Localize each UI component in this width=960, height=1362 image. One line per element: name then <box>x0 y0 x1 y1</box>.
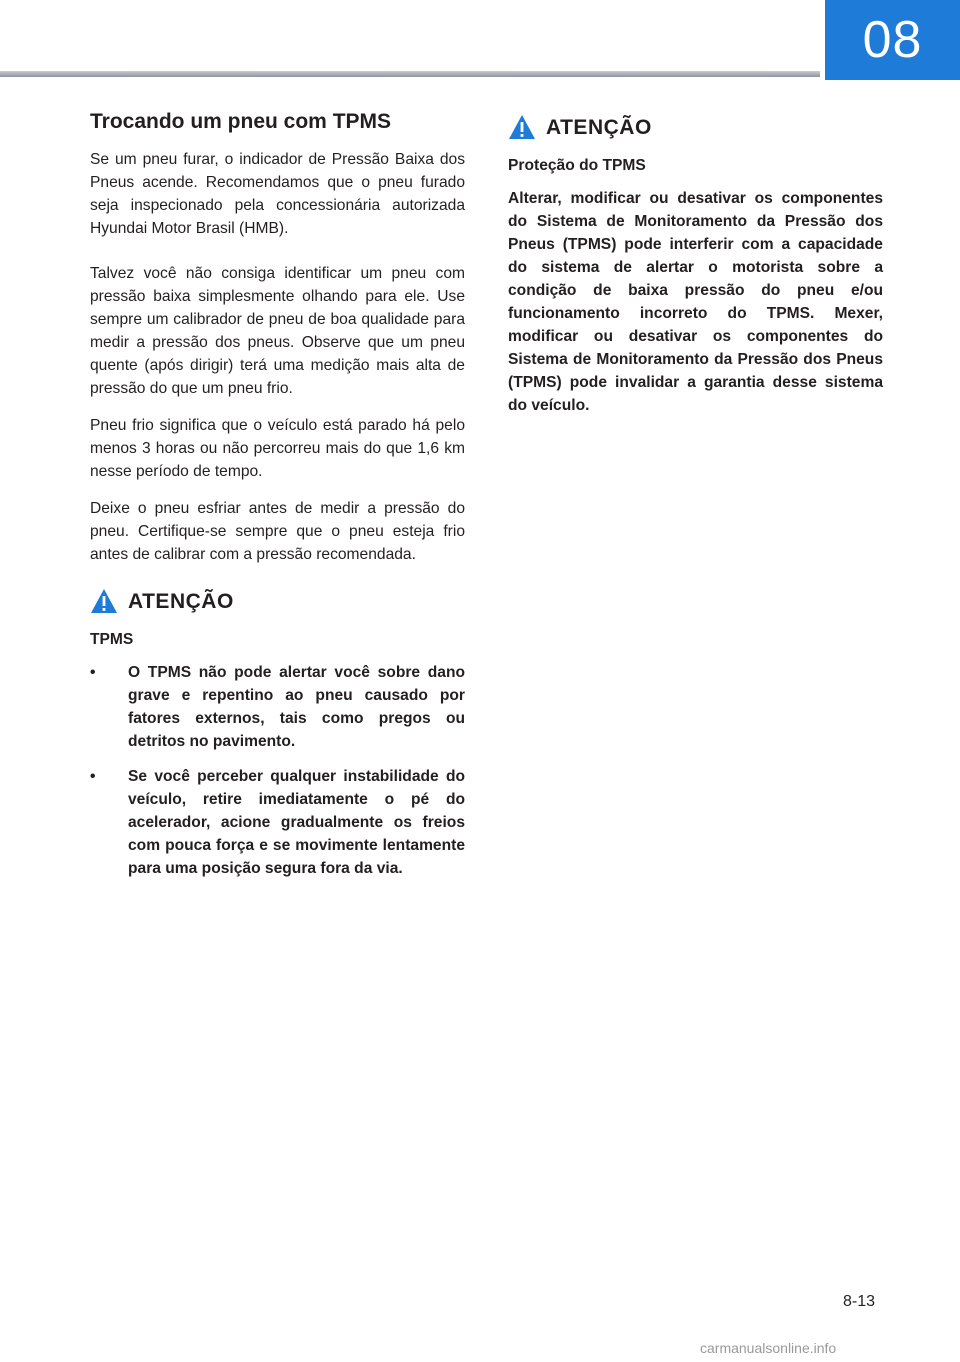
warning-header <box>508 114 883 140</box>
warning-triangle-icon <box>90 588 118 614</box>
warning-title: ATENÇÃO <box>128 590 234 613</box>
warning-subtitle: Proteção do TPMS <box>508 157 646 174</box>
section-heading: Trocando um pneu com TPMS <box>90 110 392 133</box>
paragraph: Se um pneu furar, o indicador de Pressão Baixa dos Pneus acende. Recomendamos que o pneu furado seja inspecionado pela concessionária autorizada Hyundai Motor Brasil (HMB). <box>90 151 465 237</box>
list-item: • Se você perceber qualquer instabilidade do veículo, retire imediatamente o pé do acelerador, acione gradualmente os freios com pouca força e se movimente lentamente para uma posição segura fora da via. <box>90 765 465 880</box>
paragraph: Talvez você não consiga identificar um pneu com pressão baixa simplesmente olhando para ele. Use sempre um calibrador de pneu de boa qualidade para medir a pressão dos pneus. Observe que um pneu quente (após dirigir) terá uma medição mais alta de pressão do que um pneu frio. <box>90 265 465 397</box>
warning-title: ATENÇÃO <box>546 116 652 139</box>
left-column <box>90 110 465 892</box>
warning-text: Alterar, modificar ou desativar os componentes do Sistema de Monitoramento da Pressão dos Pneus (TPMS) pode interferir com a capacidade do sistema de alertar o motorista sobre a condição de baixa pressão do pneu e/ou funcionamento incorreto do TPMS. Mexer, modificar ou desativar os componentes do Sistema de Monitoramento da Pressão dos Pneus (TPMS) pode invalidar a garantia desse sistema do veículo. <box>508 190 883 414</box>
warning-subtitle: TPMS <box>90 631 134 648</box>
header-rule <box>0 71 820 77</box>
right-column <box>508 110 883 417</box>
chapter-tab <box>825 0 960 80</box>
paragraph: Deixe o pneu esfriar antes de medir a pressão do pneu. Certifique-se sempre que o pneu esteja frio antes de calibrar com a pressão recomendada. <box>90 500 465 563</box>
chapter-number: 08 <box>862 11 923 69</box>
list-item: • O TPMS não pode alertar você sobre dano grave e repentino ao pneu causado por fatores externos, tais como pregos ou detritos no pavimento. <box>90 661 465 753</box>
paragraph: Pneu frio significa que o veículo está parado há pelo menos 3 horas ou não percorreu mais do que 1,6 km nesse período de tempo. <box>90 417 465 480</box>
warning-bullets <box>90 661 465 880</box>
warning-triangle-icon <box>508 114 536 140</box>
watermark: carmanualsonline.info <box>700 1340 837 1356</box>
page-number: 8-13 <box>843 1293 876 1310</box>
warning-header <box>90 588 465 614</box>
